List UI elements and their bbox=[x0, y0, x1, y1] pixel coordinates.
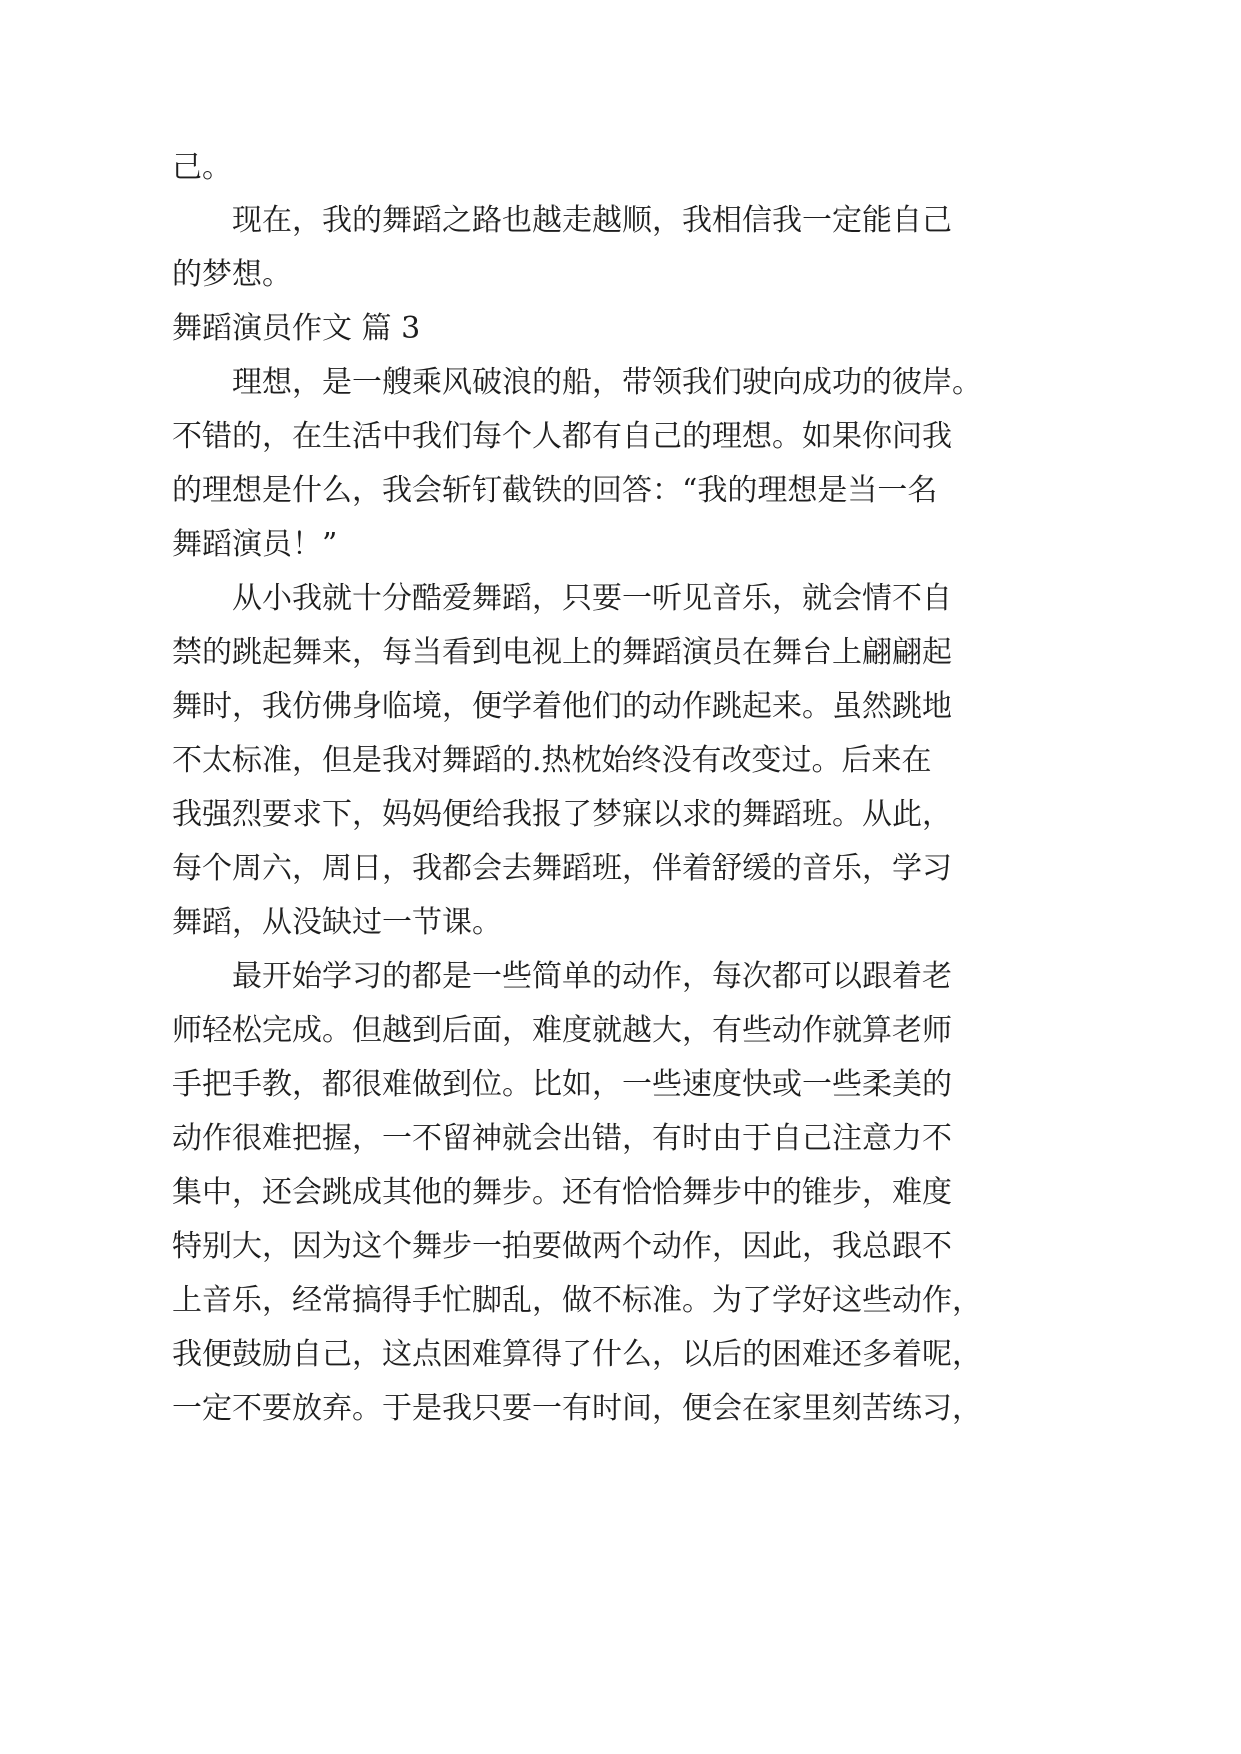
text-line: 特别大，因为这个舞步一拍要做两个动作，因此，我总跟不 bbox=[172, 1229, 952, 1264]
text-line: 我便鼓励自己，这点困难算得了什么，以后的困难还多着呢， bbox=[172, 1337, 982, 1372]
paragraph-first-line: 现在，我的舞蹈之路也越走越顺，我相信我一定能自己 bbox=[232, 203, 952, 238]
text-line: 集中，还会跳成其他的舞步。还有恰恰舞步中的锥步，难度 bbox=[172, 1175, 952, 1210]
text-line: 一定不要放弃。于是我只要一有时间，便会在家里刻苦练习， bbox=[172, 1391, 982, 1426]
text-line: 己。 bbox=[172, 150, 232, 185]
text-line: 每个周六，周日，我都会去舞蹈班，伴着舒缓的音乐，学习 bbox=[172, 851, 952, 886]
text-line: 不错的，在生活中我们每个人都有自己的理想。如果你问我 bbox=[172, 419, 952, 454]
text-line: 舞蹈演员！” bbox=[172, 527, 338, 562]
text-line: 不太标准，但是我对舞蹈的.热枕始终没有改变过。后来在 bbox=[172, 743, 932, 778]
text-line: 禁的跳起舞来，每当看到电视上的舞蹈演员在舞台上翩翩起 bbox=[172, 635, 952, 670]
paragraph-first-line: 最开始学习的都是一些简单的动作，每次都可以跟着老 bbox=[232, 959, 952, 994]
section-heading: 舞蹈演员作文 篇 3 bbox=[172, 311, 421, 346]
paragraph-first-line: 理想，是一艘乘风破浪的船，带领我们驶向成功的彼岸。 bbox=[232, 365, 982, 400]
text-line: 手把手教，都很难做到位。比如，一些速度快或一些柔美的 bbox=[172, 1067, 952, 1102]
text-line: 我强烈要求下，妈妈便给我报了梦寐以求的舞蹈班。从此， bbox=[172, 797, 952, 832]
text-line: 师轻松完成。但越到后面，难度就越大，有些动作就算老师 bbox=[172, 1013, 952, 1048]
text-line: 动作很难把握，一不留神就会出错，有时由于自己注意力不 bbox=[172, 1121, 952, 1156]
paragraph-first-line: 从小我就十分酷爱舞蹈，只要一听见音乐，就会情不自 bbox=[232, 581, 952, 616]
text-line: 的理想是什么，我会斩钉截铁的回答：“我的理想是当一名 bbox=[172, 473, 938, 508]
text-line: 舞时，我仿佛身临境，便学着他们的动作跳起来。虽然跳地 bbox=[172, 689, 952, 724]
text-line: 舞蹈，从没缺过一节课。 bbox=[172, 905, 502, 940]
text-line: 的梦想。 bbox=[172, 257, 292, 292]
text-line: 上音乐，经常搞得手忙脚乱，做不标准。为了学好这些动作， bbox=[172, 1283, 982, 1318]
